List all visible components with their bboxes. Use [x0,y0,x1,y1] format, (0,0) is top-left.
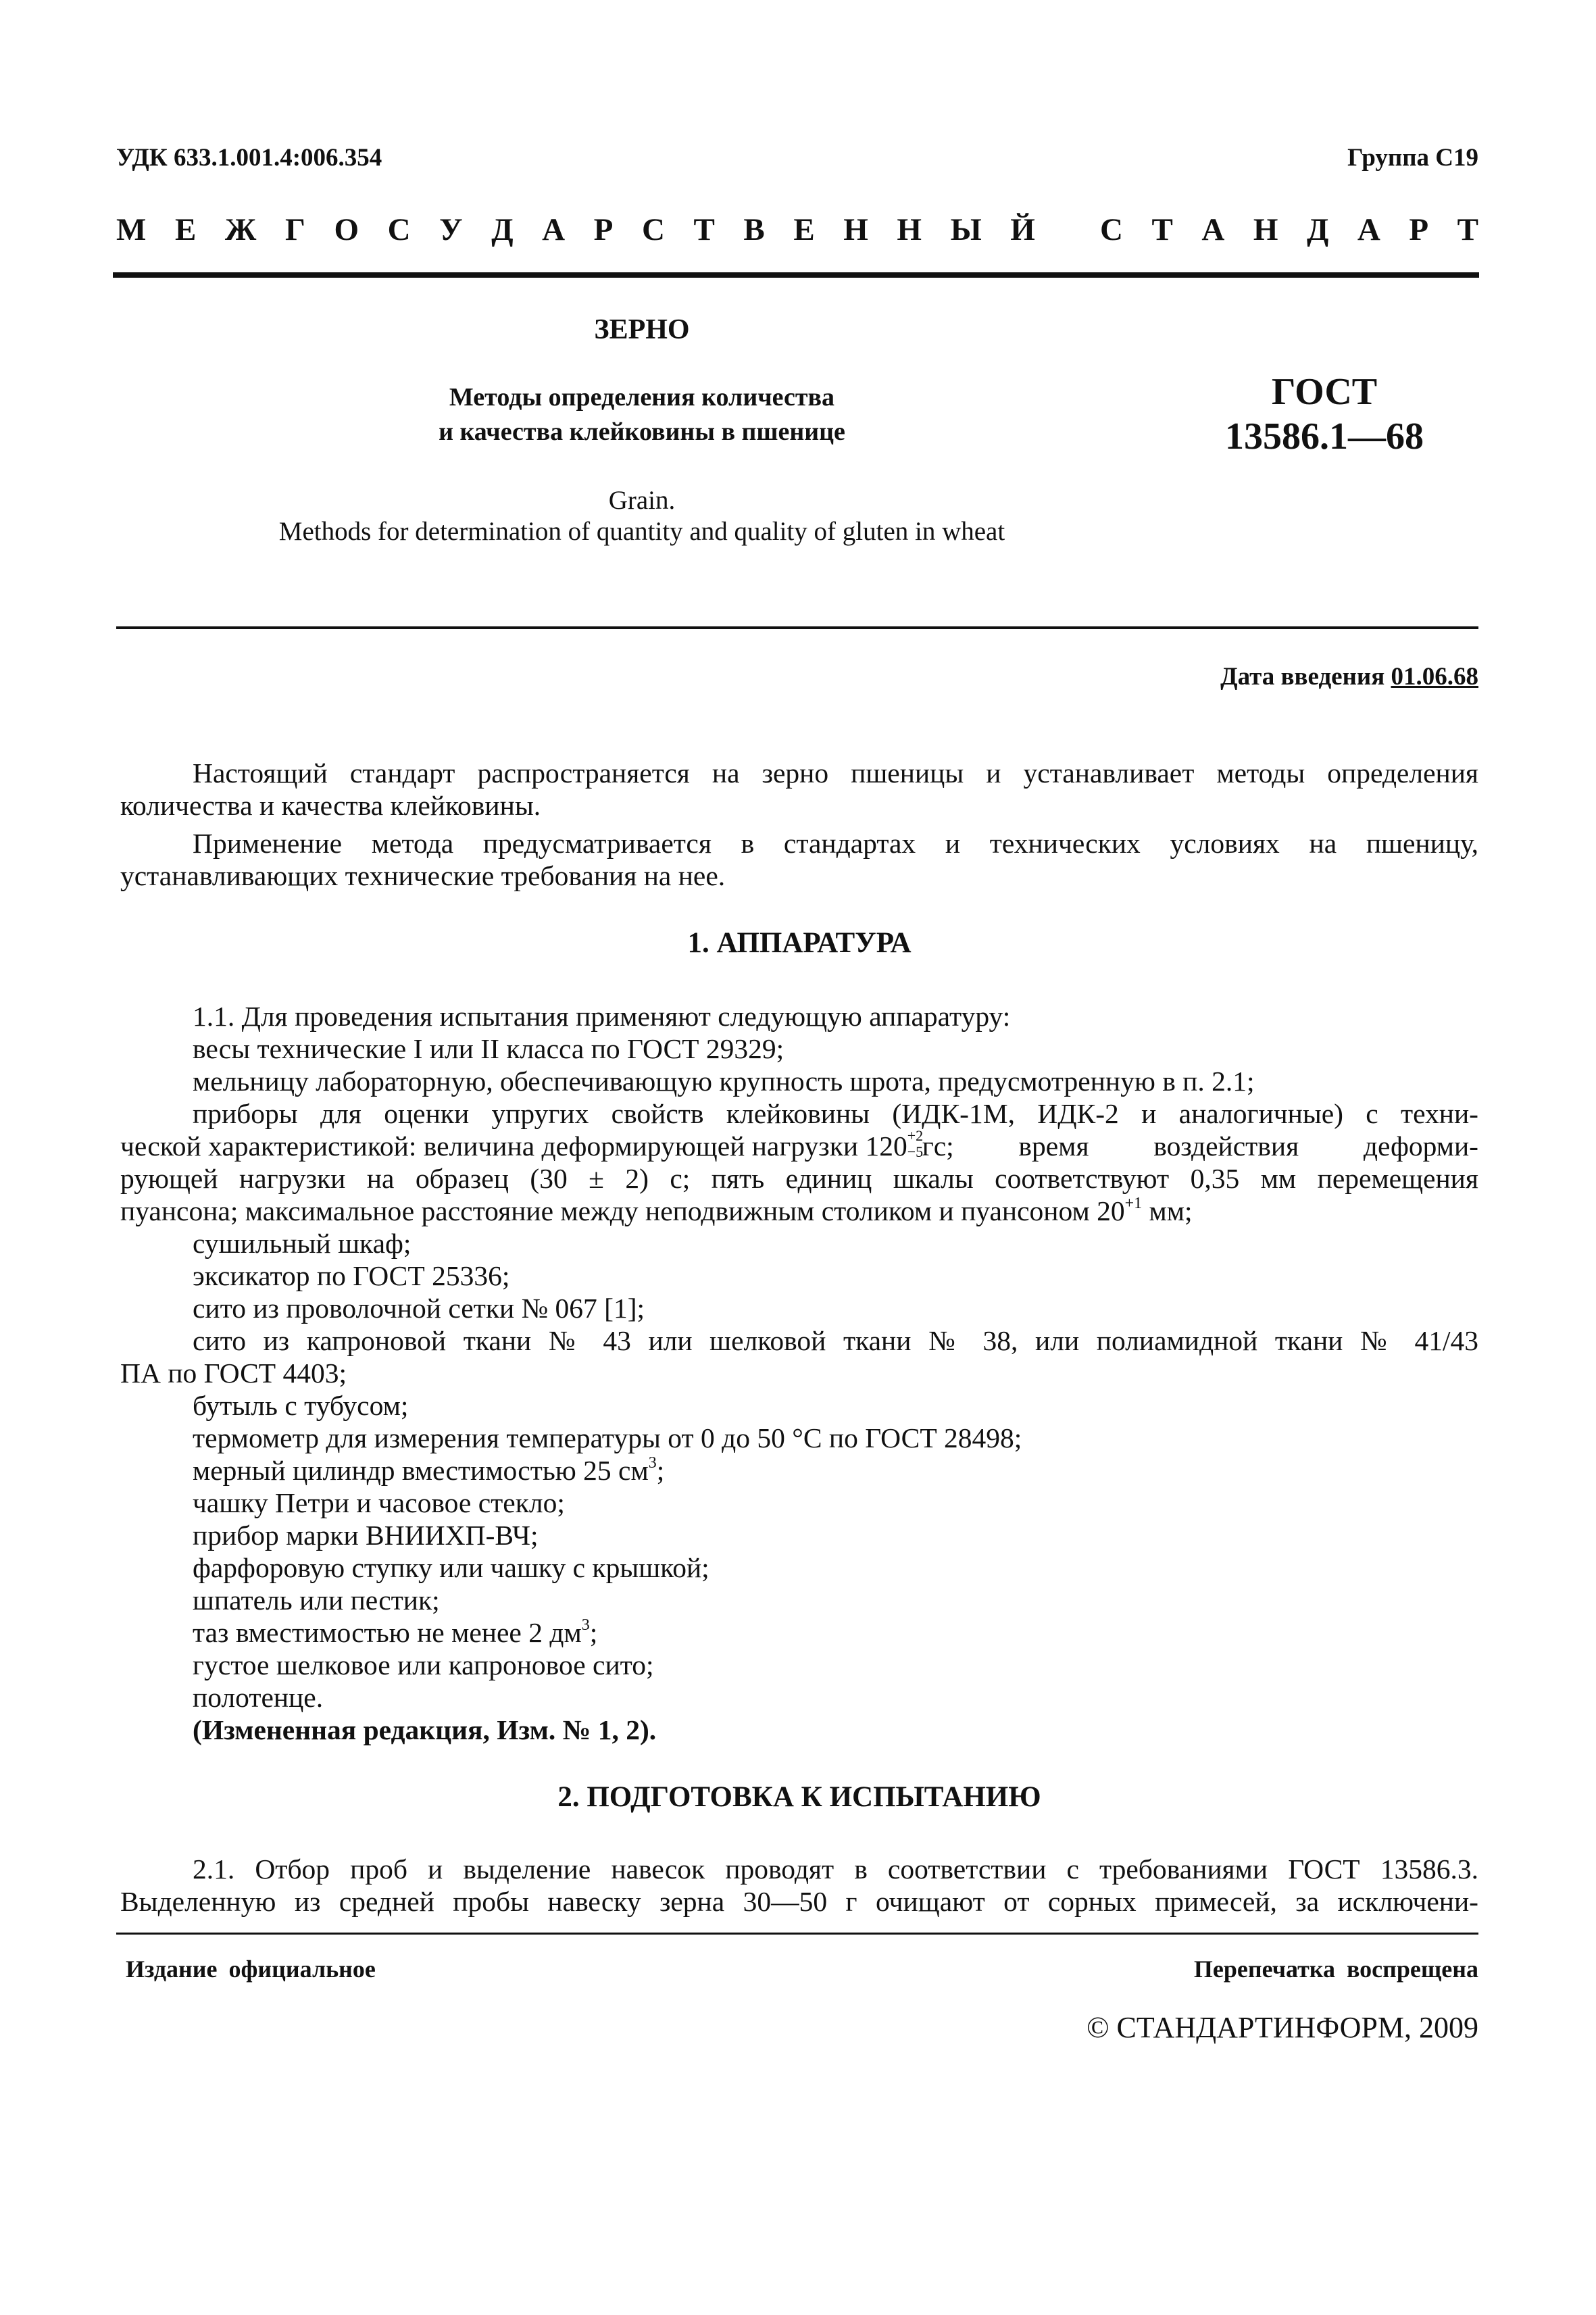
introduction-date-label: Дата введения [1220,663,1385,691]
title-rule [116,626,1478,629]
item-dryer: сушильный шкаф; [193,1228,412,1259]
load-tolerance-up: +2 [907,1127,924,1144]
item-bottle: бутыль с тубусом; [193,1390,409,1421]
item-desiccator: эксикатор по ГОСТ 25336; [193,1260,510,1291]
copyright: © СТАНДАРТИНФОРМ, 2009 [1087,2011,1478,2044]
item-vniihp: прибор марки ВНИИХП-ВЧ; [193,1520,539,1551]
gost-number: 13586.1—68 [1225,416,1424,457]
banner-word1-letter: С [641,212,665,247]
banner-word1-letter: Д [491,212,514,247]
title-sub-line2: и качества клейковины в пшенице [439,418,845,446]
banner-word1-letter: Ж [224,212,257,247]
footer-rule [116,1933,1478,1935]
banner-word1-letter: Е [174,212,197,247]
banner-word1-letter: Й [1010,212,1035,247]
banner-word1-letter: Г [284,212,305,247]
title-en-line2: Methods for determination of quantity and quality of gluten in wheat [278,517,1005,546]
item-sieve-wire: сито из проволочной сетки № 067 [1]; [193,1293,645,1324]
item-device-line4 [120,1195,1193,1227]
banner-word2-letter: А [1357,212,1380,247]
device-line2-end: гс; время воздействия деформи- [922,1130,1478,1162]
banner-word1-letter: Е [793,212,815,247]
item-1-1: 1.1. Для проведения испытания применяют следующую аппаратуру: [193,1001,1011,1032]
banner-word1-letter: С [387,212,411,247]
banner-word1-letter: Р [593,212,614,247]
banner-word2-letter: А [1201,212,1225,247]
revision-note: (Измененная редакция, Изм. № 1, 2). [193,1714,657,1745]
item-device-line2 [120,1127,1478,1162]
banner-word2-letter: Н [1253,212,1278,247]
item-spatula: шпатель или пестик; [193,1585,440,1616]
item-basin [193,1616,597,1649]
item-mill: мельницу лабораторную, обеспечивающую крупность шрота, предусмотренную в п. 2.1; [193,1066,1255,1097]
device-line2-start: ческой характеристикой: величина деформирующей нагрузки 120 [120,1130,907,1162]
banner-word2-letter: Д [1306,212,1329,247]
section-2-line1: 2.1. Отбор проб и выделение навесок проводят в соответствии с требованиями ГОСТ 13586.3. [193,1853,1478,1885]
introduction-date [1220,662,1478,691]
section-2-line2: Выделенную из средней пробы навеску зерна 30—50 г очищают от сорных примесей, за исключени- [120,1886,1478,1917]
banner-word2-letter: Р [1409,212,1429,247]
cylinder-superscript: 3 [648,1454,657,1472]
basin-superscript: 3 [581,1616,590,1634]
banner-word2-letter: Т [1457,212,1478,247]
basin-end: ; [589,1617,598,1648]
banner-word2-letter: С [1100,212,1123,247]
title-main: ЗЕРНО [594,314,690,345]
device-line4-end: мм; [1142,1195,1193,1226]
banner-word2-letter: Т [1151,212,1173,247]
gost-label: ГОСТ [1271,371,1378,413]
banner-word1-letter: Н [897,212,922,247]
intro-paragraph-1: Настоящий стандарт распространяется на зерно пшеницы и устанавливает методы определения количества и качества клейковины. [120,757,1478,821]
device-line4-start: пуансона; максимальное расстояние между неподвижным столиком и пуансоном 20 [120,1195,1125,1226]
item-cylinder [193,1454,664,1487]
udc-code: УДК 633.1.001.4:006.354 [116,144,382,172]
banner-word1-letter: У [439,212,463,247]
item-silk-sieve: густое шелковое или капроновое сито; [193,1649,654,1681]
banner-word1-letter: Н [843,212,868,247]
official-edition: Издание официальное [126,1956,376,1983]
item-device-line3: рующей нагрузки на образец (30 ± 2) с; пять единиц шкалы соответствуют 0,35 мм перемещения [120,1163,1478,1194]
banner-word-standard [1100,211,1478,248]
intro-paragraph-2: Применение метода предусматривается в стандартах и технических условиях на пшеницу, устанавливающих технические требования на нее. [120,828,1478,891]
banner-word1-letter: В [743,212,765,247]
cylinder-end: ; [656,1455,665,1486]
load-tolerance-down: −5 [907,1143,924,1160]
item-sieve-fabric-line1: сито из капроновой ткани № 43 или шелковой ткани № 38, или полиамидной ткани № 41/43 [193,1325,1478,1356]
title-en-line1: Grain. [608,486,676,515]
item-towel: полотенце. [193,1682,324,1713]
banner-word1-letter: М [116,212,147,247]
introduction-date-value: 01.06.68 [1391,663,1478,691]
reprint-prohibited: Перепечатка воспрещена [1193,1956,1478,1983]
item-sieve-fabric-line2: ПА по ГОСТ 4403; [120,1358,347,1389]
cylinder-text: мерный цилиндр вместимостью 25 см [193,1455,649,1486]
title-sub-line1: Методы определения количества [449,383,835,412]
item-mortar: фарфоровую ступку или чашку с крышкой; [193,1552,709,1583]
section-1-heading: 1. АППАРАТУРА [687,927,912,959]
banner-word-interstate [116,211,1035,248]
item-petri: чашку Петри и часовое стекло; [193,1487,565,1518]
basin-text: таз вместимостью не менее 2 дм [193,1617,582,1648]
item-thermometer: термометр для измерения температуры от 0 до 50 °С по ГОСТ 28498; [193,1422,1022,1453]
item-scales: весы технические I или II класса по ГОСТ 29329; [193,1033,784,1064]
banner-word1-letter: О [334,212,359,247]
header-rule-thick [113,272,1479,278]
section-2-heading: 2. ПОДГОТОВКА К ИСПЫТАНИЮ [557,1781,1041,1813]
group-code: Группа С19 [1347,144,1478,172]
item-device-line1: приборы для оценки упругих свойств клейковины (ИДК-1М, ИДК-2 и аналогичные) с техни- [193,1098,1478,1129]
standard-banner [116,211,1478,248]
banner-word1-letter: А [542,212,566,247]
banner-word1-letter: Ы [950,212,982,247]
banner-word1-letter: Т [693,212,715,247]
load-tolerance [907,1127,924,1160]
distance-tolerance: +1 [1124,1195,1143,1212]
